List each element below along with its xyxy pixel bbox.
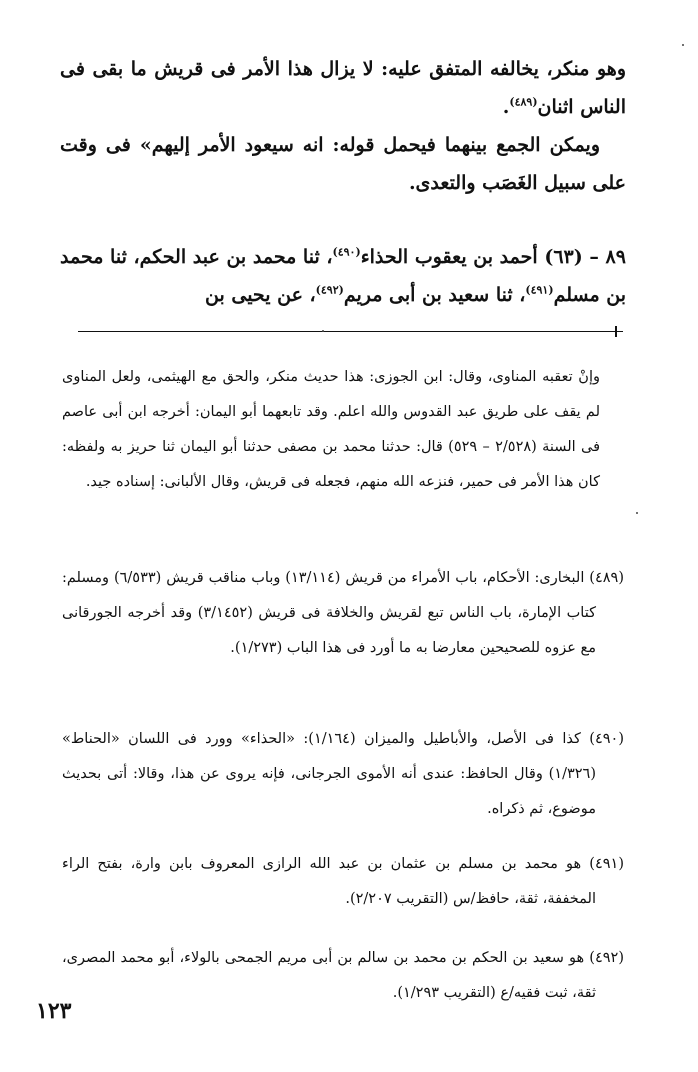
footnote-text: البخارى: الأحكام، باب الأمراء من قريش (١٣/١١٤) وباب مناقب قريش (٦/٥٣٣) ومسلم: كتاب الإمارة، باب الناس تبع لقريش والخلافة فى قريش (٣/١٤٥٢) وقد أخرجه الجورقانى مع عزوه للصحيحين معارضا به ما أورد فى هذا الباب (١/٢٧٣). [62, 570, 596, 656]
main-paragraph-1: وهو منكر، يخالفه المتفق عليه: لا يزال هذا الأمر فى قريش ما بقى فى الناس اثنان$^{(٤٨٩)}$. [60, 58, 626, 118]
page-number: ١٢٣ [36, 998, 72, 1024]
scan-speck [636, 512, 638, 514]
footnote-text: هو محمد بن مسلم بن عثمان بن عبد الله الرازى المعروف بابن وارة، بفتح الراء المخففة، ثقة، حافظ/س (التقريب ٢/٢٠٧). [62, 856, 596, 907]
footnote-489 [62, 561, 624, 666]
footnote-separator-rule [78, 331, 623, 332]
footnote-label: (٤٩١) [589, 856, 625, 872]
footnote-492 [62, 941, 624, 1011]
hadith-number: ٨٩ – (٦٣) [544, 246, 626, 268]
footnote-text: كذا فى الأصل، والأباطيل والميزان (١/١٦٤): «الحذاء» وورد فى اللسان «الحناط» (١/٣٢٦) وقال الحافظ: عندى أنه الأموى الجرجانى، فإنه يروى عن هذا، وقالا: أتى بحديث موضوع، ثم ذكراه. [62, 731, 596, 817]
main-text [60, 50, 626, 202]
footnote-ref-492: (٤٩٢) [315, 283, 344, 297]
footnote-ref-491: (٤٩١) [525, 283, 554, 297]
footnote-ref-489: (٤٨٩) [509, 95, 538, 109]
footnote-continuation: وإنْ تعقبه المناوى، وقال: ابن الجوزى: هذا حديث منكر، والحق مع الهيثمى، ولعل المناوى لم يقف على طريق عبد القدوس والله اعلم. وقد تابعهما أبو اليمان: أخرجه ابن أبى عاصم فى السنة (٢/٥٢٨ – ٥٢٩) قال: حدثنا محمد بن مصفى حدثنا أبو اليمان ثنا حريز به ولفظه: كان هذا الأمر فى حمير، فنزعه الله منهم، فجعله فى قريش، وقال الألبانى: إسناده جيد. [62, 369, 601, 490]
hadith-entry: ٨٩ – (٦٣) أحمد بن يعقوب الحذاء$^{(٤٩٠)}$، ثنا محمد بن عبد الحكم، ثنا محمد بن مسلم$^{(٤٩١)}$، ثنا سعيد بن أبى مريم$^{(٤٩٢)}$، عن يحيى بن [60, 245, 626, 306]
footnote-490 [62, 722, 624, 827]
footnote-text: هو سعيد بن الحكم بن محمد بن سالم بن أبى مريم الجمحى بالولاء، أبو محمد المصرى، ثقة، ثبت فقيه/ع (التقريب ١/٢٩٣). [62, 950, 596, 1001]
scan-speck [682, 44, 684, 46]
footnote-label: (٤٩٢) [589, 950, 625, 966]
footnote-ref-490: (٤٩٠) [332, 245, 361, 259]
main-paragraph-2: ويمكن الجمع بينهما فيحمل قوله: انه سيعود الأمر إليهم» فى وقت على سبيل الغَصَب والتعدى. [60, 134, 626, 194]
scan-speck [322, 330, 324, 332]
footnote-label: (٤٩٠) [589, 731, 625, 747]
footnote-separator-tick [615, 326, 617, 337]
footnote-491 [62, 847, 624, 917]
footnote-label: (٤٨٩) [589, 570, 625, 586]
